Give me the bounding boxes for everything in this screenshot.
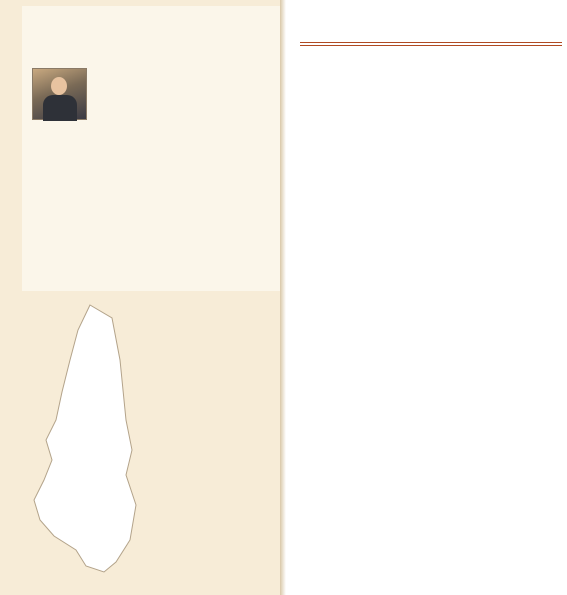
right-page <box>283 0 567 595</box>
alsace-map <box>30 300 150 580</box>
president-photo <box>32 68 87 120</box>
calendar-legend <box>300 40 562 46</box>
edito-intro-top <box>92 36 276 120</box>
edito-body <box>32 121 276 291</box>
page-fold <box>280 0 286 595</box>
legend-color-note <box>300 42 562 46</box>
